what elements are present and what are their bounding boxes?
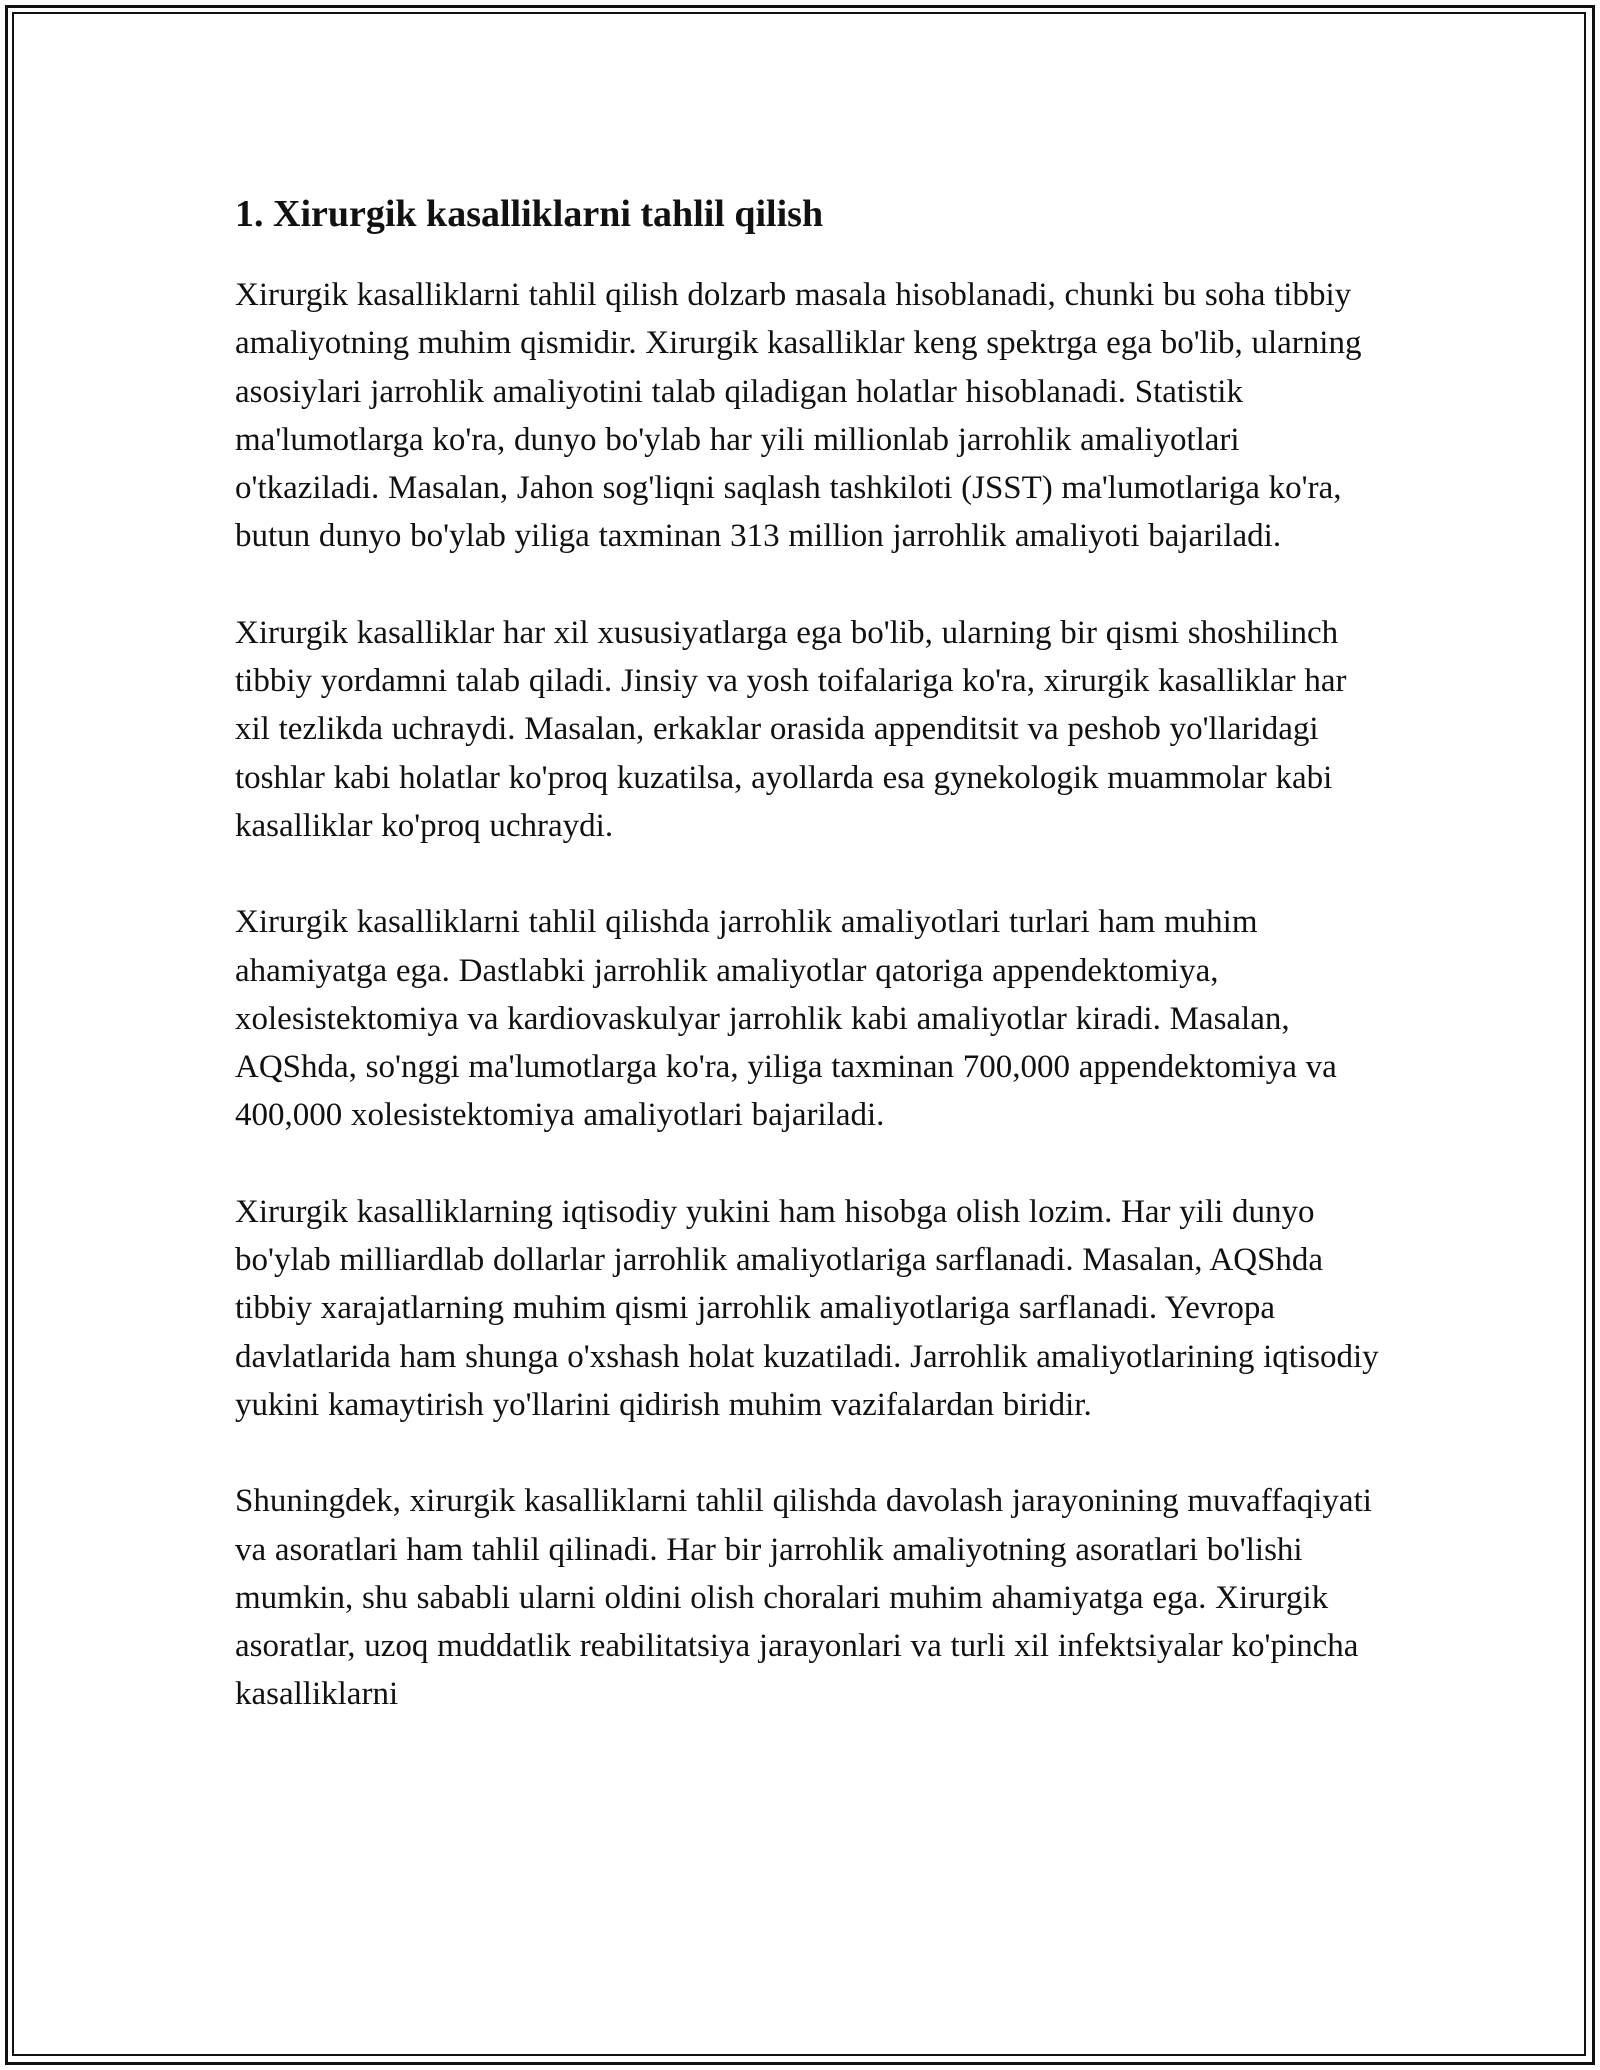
paragraph-1: Xirurgik kasalliklarni tahlil qilish dolzarb masala hisoblanadi, chunki bu soha tibbiy amaliyotning muhim qismidir. Xirurgik kasalliklar keng spektrga ega bo'lib, ularning asosiylari jarrohlik amaliyotini talab qiladigan holatlar hisoblanadi. Statistik ma'lumotlarga ko'ra, dunyo bo'ylab har yili millionlab jarrohlik amaliyotlari o'tkaziladi. Masalan, Jahon sog'liqni saqlash tashkiloti (JSST) ma'lumotlariga ko'ra, butun dunyo bo'ylab yiliga taxminan 313 million jarrohlik amaliyoti bajariladi. [235, 277, 1362, 555]
document-body [235, 185, 1385, 1767]
paragraph-4: Xirurgik kasalliklarning iqtisodiy yukini ham hisobga olish lozim. Har yili dunyo bo'ylab milliardlab dollarlar jarrohlik amaliyotlariga sarflanadi. Masalan, AQShda tibbiy xarajatlarning muhim qismi jarrohlik amaliyotlariga sarflanadi. Yevropa davlatlarida ham shunga o'xshash holat kuzatiladi. Jarrohlik amaliyotlarining iqtisodiy yukini kamaytirish yo'llarini qidirish muhim vazifalardan biridir. [235, 1193, 1379, 1423]
paragraph-3: Xirurgik kasalliklarni tahlil qilishda jarrohlik amaliyotlari turlari ham muhim ahamiyatga ega. Dastlabki jarrohlik amaliyotlar qatoriga appendektomiya, xolesistektomiya va kardiovaskulyar jarrohlik kabi amaliyotlar kiradi. Masalan, AQShda, so'nggi ma'lumotlarga ko'ra, yiliga taxminan 700,000 appendektomiya va 400,000 xolesistektomiya amaliyotlari bajariladi. [235, 904, 1337, 1134]
paragraph-5: Shuningdek, xirurgik kasalliklarni tahlil qilishda davolash jarayonining muvaffaqiyati va asoratlari ham tahlil qilinadi. Har bir jarrohlik amaliyotning asoratlari bo'lishi mumkin, shu sababli ularni oldini olish choralari muhim ahamiyatga ega. Xirurgik asoratlar, uzoq muddatlik reabilitatsiya jarayonlari va turli xil infektsiyalar ko'pincha kasalliklarni [235, 1483, 1372, 1713]
paragraph-2: Xirurgik kasalliklar har xil xususiyatlarga ega bo'lib, ularning bir qismi shoshilinch tibbiy yordamni talab qiladi. Jinsiy va yosh toifalariga ko'ra, xirurgik kasalliklar har xil tezlikda uchraydi. Masalan, erkaklar orasida appenditsit va peshob yo'llaridagi toshlar kabi holatlar ko'proq kuzatilsa, ayollarda esa gynekologik muammolar kabi kasalliklar ko'proq uchraydi. [235, 614, 1347, 844]
section-heading: 1. Xirurgik kasalliklarni tahlil qilish [235, 193, 824, 235]
